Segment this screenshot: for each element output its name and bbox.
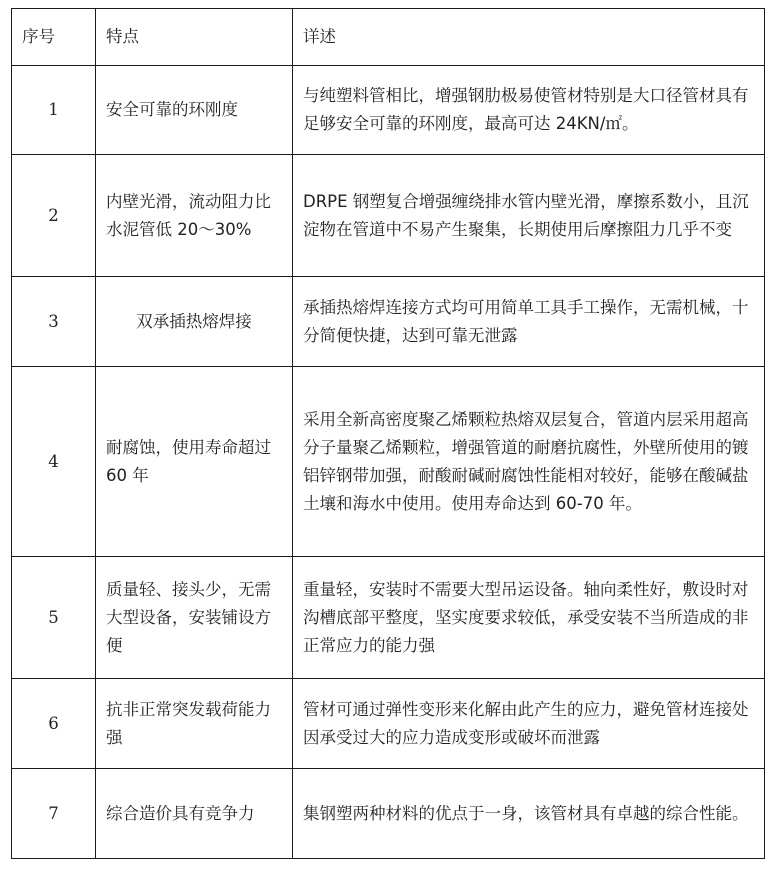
row-feature: 抗非正常突发载荷能力强 <box>96 679 293 769</box>
row-no: 5 <box>12 557 96 679</box>
row-no: 3 <box>12 277 96 367</box>
row-feature: 安全可靠的环刚度 <box>96 66 293 155</box>
row-description: DRPE 钢塑复合增强缠绕排水管内壁光滑，摩擦系数小，且沉淀物在管道中不易产生聚集，长期使用后摩擦阻力几乎不变 <box>293 155 765 277</box>
table-row <box>12 679 765 769</box>
row-description: 采用全新高密度聚乙烯颗粒热熔双层复合，管道内层采用超高分子量聚乙烯颗粒，增强管道的耐磨抗腐性，外壁所使用的镀铝锌钢带加强，耐酸耐碱耐腐蚀性能相对较好，能够在酸碱盐土壤和海水中使用。使用寿命达到 60-70 年。 <box>293 367 765 557</box>
row-feature: 双承插热熔焊接 <box>96 277 293 367</box>
header-feature: 特点 <box>96 9 293 66</box>
features-table <box>11 8 765 859</box>
header-description: 详述 <box>293 9 765 66</box>
row-description: 承插热熔焊连接方式均可用简单工具手工操作，无需机械，十分简便快捷，达到可靠无泄露 <box>293 277 765 367</box>
table-row <box>12 66 765 155</box>
header-no: 序号 <box>12 9 96 66</box>
row-feature: 耐腐蚀，使用寿命超过 60 年 <box>96 367 293 557</box>
row-description: 与纯塑料管相比，增强钢肋极易使管材特别是大口径管材具有足够安全可靠的环刚度，最高可达 24KN/㎡。 <box>293 66 765 155</box>
row-description: 管材可通过弹性变形来化解由此产生的应力，避免管材连接处因承受过大的应力造成变形或破坏而泄露 <box>293 679 765 769</box>
row-description: 重量轻，安装时不需要大型吊运设备。轴向柔性好，敷设时对沟槽底部平整度，坚实度要求较低，承受安装不当所造成的非正常应力的能力强 <box>293 557 765 679</box>
table-row <box>12 769 765 859</box>
table-row <box>12 557 765 679</box>
row-no: 1 <box>12 66 96 155</box>
row-feature: 内壁光滑，流动阻力比水泥管低 20～30% <box>96 155 293 277</box>
row-feature: 综合造价具有竞争力 <box>96 769 293 859</box>
row-no: 6 <box>12 679 96 769</box>
table-row <box>12 367 765 557</box>
row-no: 7 <box>12 769 96 859</box>
table-row <box>12 155 765 277</box>
row-description: 集钢塑两种材料的优点于一身，该管材具有卓越的综合性能。 <box>293 769 765 859</box>
row-no: 2 <box>12 155 96 277</box>
table-row <box>12 277 765 367</box>
row-feature: 质量轻、接头少，无需大型设备，安装铺设方便 <box>96 557 293 679</box>
header-row <box>12 9 765 66</box>
row-no: 4 <box>12 367 96 557</box>
